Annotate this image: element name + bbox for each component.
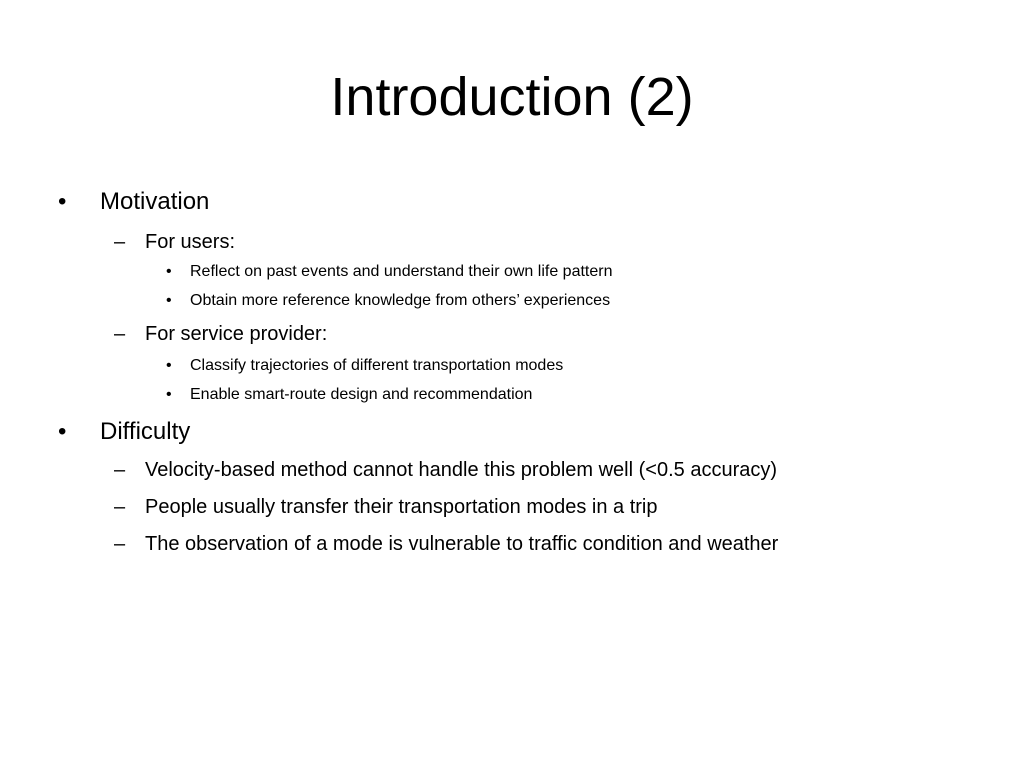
bullet-difficulty bbox=[0, 417, 1024, 449]
dash-marker: – bbox=[114, 459, 126, 481]
slide-title: Introduction (2) bbox=[330, 67, 694, 127]
sub-bullet-text: Velocity-based method cannot handle this problem well (<0.5 accuracy) bbox=[145, 459, 778, 481]
bullet-marker: • bbox=[166, 386, 172, 403]
bullet-marker: • bbox=[58, 418, 67, 445]
sub-bullet bbox=[0, 531, 1024, 563]
sub-sub-bullet-text: Obtain more reference knowledge from others’ experiences bbox=[190, 292, 611, 309]
dash-marker: – bbox=[114, 496, 126, 518]
sub-bullet-text: People usually transfer their transportation modes in a trip bbox=[145, 496, 658, 518]
bullet-marker: • bbox=[166, 292, 172, 309]
bullet-marker: • bbox=[166, 357, 172, 374]
bullet-marker: • bbox=[166, 263, 172, 280]
sub-sub-bullet bbox=[0, 355, 1024, 387]
sub-bullet-text: For service provider: bbox=[145, 323, 328, 345]
sub-sub-bullet-text: Enable smart-route design and recommendation bbox=[190, 386, 533, 403]
sub-bullet-text: The observation of a mode is vulnerable to traffic condition and weather bbox=[145, 533, 779, 555]
dash-marker: – bbox=[114, 323, 126, 345]
bullet-marker: • bbox=[58, 188, 67, 215]
sub-sub-bullet bbox=[0, 261, 1024, 293]
bullet-motivation bbox=[0, 187, 1024, 219]
sub-sub-bullet-text: Reflect on past events and understand their own life pattern bbox=[190, 263, 613, 280]
sub-bullet bbox=[0, 457, 1024, 489]
sub-sub-bullet-text: Classify trajectories of different transportation modes bbox=[190, 357, 564, 374]
bullet-text: Motivation bbox=[100, 188, 210, 215]
sub-bullet-for-users bbox=[0, 229, 1024, 261]
sub-sub-bullet bbox=[0, 290, 1024, 322]
dash-marker: – bbox=[114, 231, 126, 253]
sub-bullet bbox=[0, 494, 1024, 526]
sub-bullet-for-service-provider bbox=[0, 321, 1024, 353]
dash-marker: – bbox=[114, 533, 126, 555]
bullet-text: Difficulty bbox=[100, 418, 191, 445]
sub-bullet-text: For users: bbox=[145, 231, 236, 253]
sub-sub-bullet bbox=[0, 384, 1024, 416]
